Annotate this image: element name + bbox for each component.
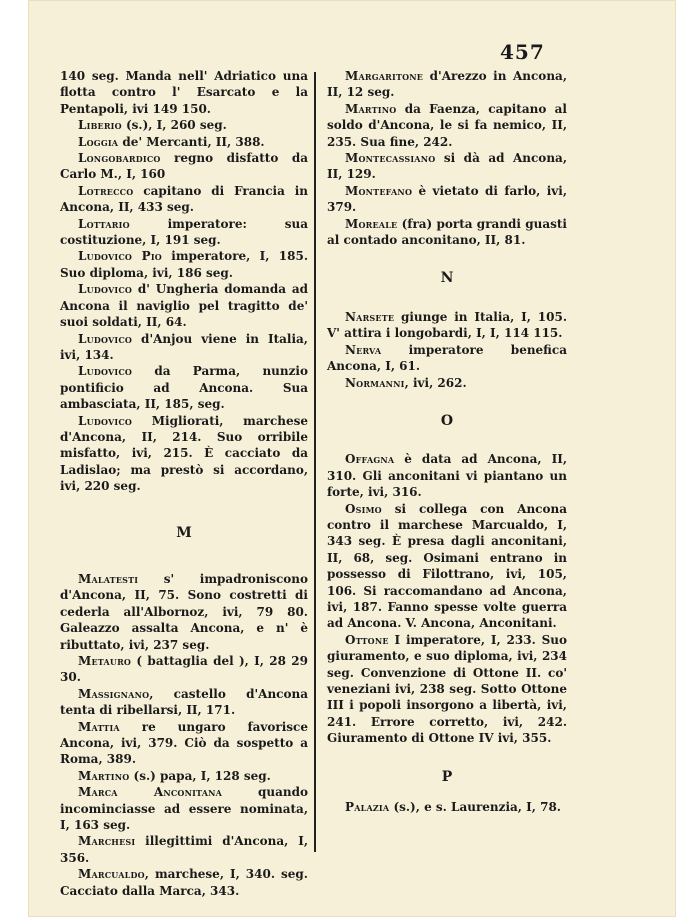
index-entry [327,632,567,747]
right-entries [327,68,567,248]
index-entry [327,309,567,342]
index-entry [60,216,308,249]
entry-headword: Loggia [78,134,119,149]
index-entry [60,281,308,330]
index-entry [327,375,567,391]
index-entry [60,331,308,364]
entry-headword: Palazia [345,800,390,815]
page-number: 457 [500,40,545,64]
entry-headword: Metauro [78,654,132,668]
entry-text: d'Arezzo in Ancona, II, 12 seg. [327,69,567,100]
entry-headword: Nerva [345,342,382,357]
left-entries-m [60,571,308,899]
entry-headword: Offagna [345,452,395,467]
entry-text: , marchese, I, 340. seg. Cacciato dalla Marca, 343. [60,867,308,898]
entry-headword: Ludovico [78,282,133,297]
entry-headword: Ludovico Pio [78,249,162,264]
entry-text: de' Mercanti, II, 388. [118,134,265,149]
entry-text: Migliorati, marchese d'Ancona, II, 214. Suo orribile misfatto, ivi, 215. È cacciato da Ladislao; ma prestò si accordano, ivi, 220 seg. [60,413,308,494]
entry-headword: Massignano [78,686,150,701]
section-letter-n: N [440,270,454,287]
entry-headword: Moreale [345,216,398,231]
left-entries [60,68,308,495]
entry-headword: Margaritone [345,69,424,83]
index-entry [60,833,308,866]
entry-text: d'Anjou viene in Italia, ivi, 134. [60,331,308,362]
entry-text: (s.), I, 260 seg. [121,118,227,133]
entry-headword: Marchesi [78,834,136,849]
section-letter-m: M [176,524,192,541]
entry-headword: Martino [78,768,130,783]
entry-text: ( battaglia del ), I, 28 29 30. [60,654,308,685]
section-letter-o: O [440,412,454,429]
entry-text: è data ad Ancona, II, 310. Gli anconitani vi piantano un forte, ivi, 316. [327,452,567,500]
entry-headword: Lottario [78,216,130,231]
right-column [327,68,567,815]
column-divider [314,72,316,852]
entry-headword: Normanni [345,375,405,390]
entry-text: imperatore: sua costituzione, I, 191 seg. [60,216,308,248]
entry-text: imperatore, I, 185. Suo diploma, ivi, 186 seg. [60,249,308,280]
entry-text: s' impadroniscono d'Ancona, II, 75. Sono costretti di cederla all'Albornoz, ivi, 79 80. Galeazzo assalta Ancona, e n' è ributtato, ivi, 237 seg. [60,571,308,652]
entry-headword: Ludovico [78,331,133,346]
index-entry [60,363,308,412]
index-entry [60,768,308,784]
index-entry [60,117,308,133]
index-entry [327,451,567,500]
entry-text: d' Ungheria domanda ad Ancona il naviglio pel tragitto de' suoi soldati, II, 64. [60,282,308,330]
entry-headword: Ottone [345,632,389,647]
entry-text: capitano di Francia in Ancona, II, 433 seg. [60,183,308,215]
entry-headword: Osimo [345,501,382,516]
index-entry [60,134,308,150]
index-entry [60,784,308,833]
section-letter-p: P [441,768,453,785]
entry-text: re ungaro favorisce Ancona, ivi, 379. Ciò da sospetto a Roma, 389. [60,719,308,767]
entry-text: (fra) porta grandi guasti al contado anconitano, II, 81. [327,216,567,248]
entry-headword: Ludovico [78,364,133,379]
entry-headword: Lotrecco [78,183,134,198]
entry-headword: Malatesti [78,571,139,586]
entry-headword: Marca Anconitana [78,785,223,800]
entry-headword: Ludovico [78,413,133,428]
entry-text: 140 seg. Manda nell' Adriatico una flotta contro l' Esarcato e la Pentapoli, ivi 149 150. [60,69,308,116]
entry-text: giunge in Italia, I, 105. V' attira i longobardi, I, I, 114 115. [327,309,567,341]
index-entry [327,342,567,375]
right-entries-o [327,451,567,746]
entry-headword: Mattia [78,719,120,734]
index-entry [327,150,567,183]
entry-headword: Narsete [345,309,395,324]
entry-text: (s.) papa, I, 128 seg. [129,768,271,783]
entry-text: è vietato di farlo, ivi, 379. [327,183,567,215]
right-entries-n [327,309,567,391]
index-entry [60,686,308,719]
index-entry [327,101,567,150]
index-entry [60,150,308,183]
entry-text: si collega con Ancona contro il marchese Marcualdo, I, 343 seg. È presa dagli anconitani, II, 68, seg. Osimani entrano in possesso di Filottrano, ivi, 105, 106. Si raccomandano ad Ancona, ivi, 187. Fanno spesse volte guerra ad Ancona. V. Ancona, Anconitani. [327,501,567,631]
index-entry [327,216,567,249]
right-entries-p [327,799,567,815]
entry-headword: Montecassiano [345,151,436,166]
entry-text: si dà ad Ancona, II, 129. [327,151,567,182]
entry-headword: Montefano [345,183,413,198]
entry-text: da Faenza, capitano al soldo d'Ancona, le si fa nemico, II, 235. Sua fine, 242. [327,101,567,149]
index-entry [327,799,567,815]
index-entry [60,68,308,117]
index-entry [60,183,308,216]
entry-headword: Liberio [78,118,122,133]
entry-text: , castello d'Ancona tenta di ribellarsi, II, 171. [60,686,308,718]
index-entry [327,183,567,216]
index-entry [327,501,567,632]
index-entry [60,248,308,281]
entry-text: regno disfatto da Carlo M., I, 160 [60,151,308,182]
entry-text: imperatore benefica Ancona, I, 61. [327,342,567,374]
entry-text: , ivi, 262. [404,375,467,390]
index-entry [60,653,308,686]
entry-headword: Martino [345,101,397,116]
index-entry [60,719,308,768]
entry-text: da Parma, nunzio pontificio ad Ancona. Sua ambasciata, II, 185, seg. [60,364,308,412]
entry-text: (s.), e s. Laurenzia, I, 78. [389,800,561,815]
book-page [28,0,676,917]
entry-headword: Marcualdo [78,867,145,882]
left-column [60,68,308,899]
index-entry [327,68,567,101]
entry-headword: Longobardico [78,151,161,166]
entry-text: illegittimi d'Ancona, I, 356. [60,834,308,865]
index-entry [60,413,308,495]
index-entry [60,866,308,899]
entry-text: quando incominciasse ad essere nominata, I, 163 seg. [60,785,308,833]
entry-text: I imperatore, I, 233. Suo giuramento, e suo diploma, ivi, 234 seg. Convenzione di Ottone II. co' veneziani ivi, 238 seg. Sotto Ottone III i popoli insorgono a libertà, ivi, 241. Errore corretto, ivi, 242. Giuramento di Ottone IV ivi, 355. [327,632,567,746]
index-entry [60,571,308,653]
